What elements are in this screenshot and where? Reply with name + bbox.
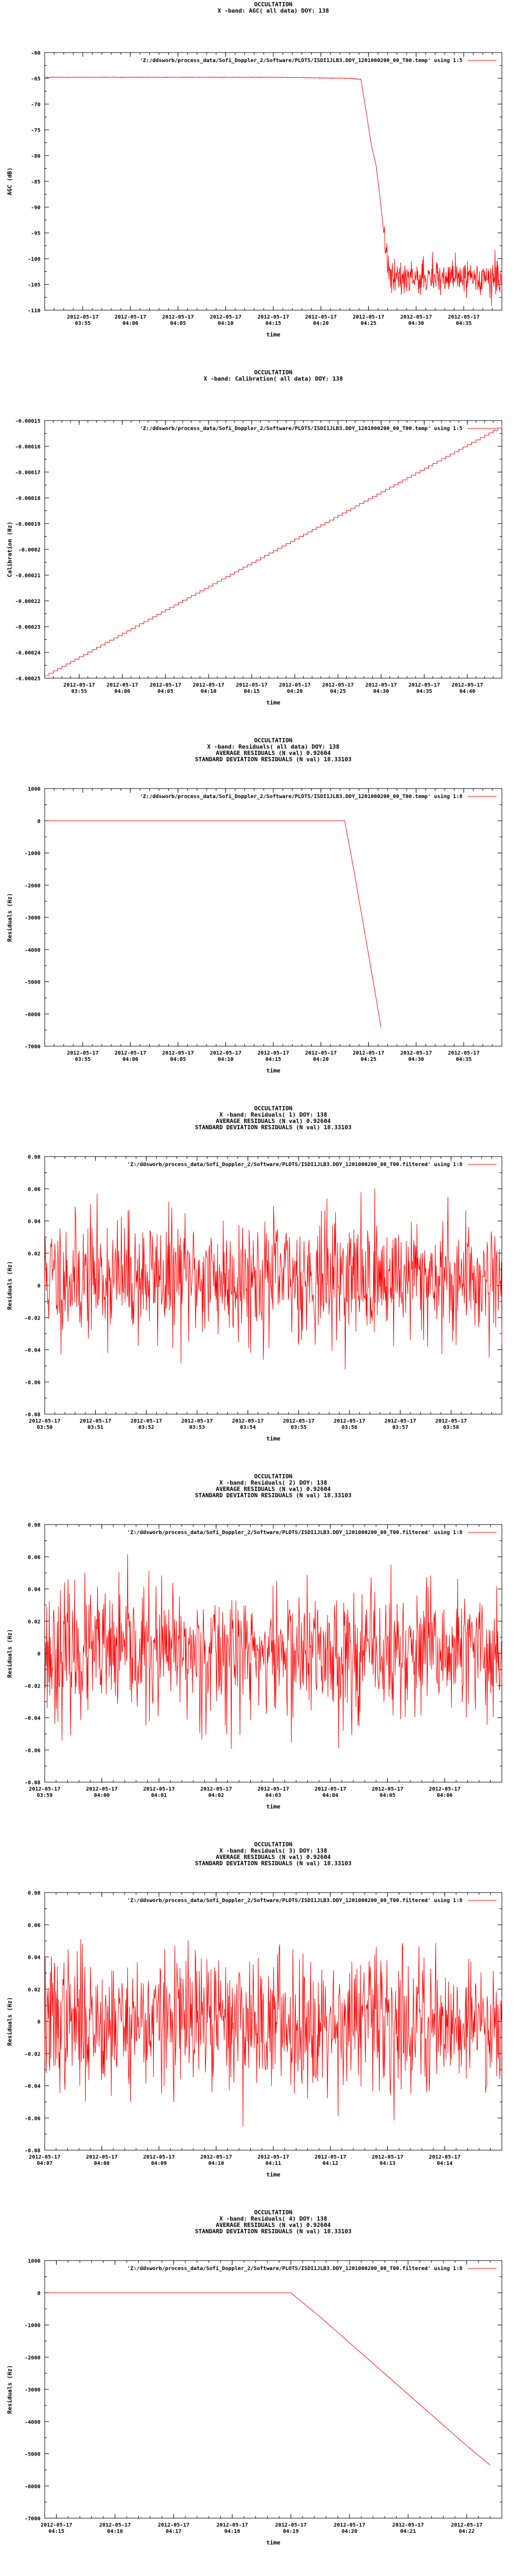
x-tick-label: 04:22 [459,2529,475,2534]
chart-svg-residuals-1 [0,1104,515,1472]
x-tick-label: 04:25 [330,689,346,694]
y-tick-label: -0.00023 [15,625,40,630]
y-tick-label: -80 [30,154,40,159]
x-tick-label: 04:00 [122,321,139,326]
y-tick-label: -0.00017 [15,470,40,476]
y-tick-label: 0.06 [27,1187,40,1193]
x-tick-label: 04:20 [286,689,303,694]
y-tick-label: 0.02 [27,1251,40,1257]
x-axis-label: time [266,331,281,338]
y-axis-label: Residuals (Hz) [6,893,13,942]
y-tick-label: 0.04 [27,1955,40,1961]
chart-panel-calibration [0,368,515,736]
x-tick-label: 04:15 [265,1057,282,1062]
y-tick-label: -0.00022 [15,599,40,605]
y-tick-label: -0.00019 [15,522,40,527]
x-tick-label: 04:15 [243,689,260,694]
y-tick-label: -1000 [24,2323,40,2329]
chart-svg-agc [0,0,515,368]
series-line [45,1939,502,2127]
y-tick-label: 0 [37,1651,40,1657]
x-axis-label: time [266,1435,281,1442]
chart-svg-residuals-all [0,736,515,1104]
x-tick-label: 2012-05-17 [435,1418,467,1424]
y-tick-label: -0.06 [24,1747,40,1754]
x-tick-label: 2012-05-17 [305,314,337,320]
x-tick-label: 04:07 [36,2161,53,2166]
x-tick-label: 04:05 [379,1793,396,1798]
x-tick-label: 2012-05-17 [106,682,138,688]
x-tick-label: 2012-05-17 [384,1418,416,1424]
x-tick-label: 04:05 [170,321,186,326]
y-tick-label: -0.00015 [15,418,40,424]
chart-title-line: STANDARD DEVIATION RESIDUALS (N val) 18.33103 [194,1860,352,1867]
x-tick-label: 04:06 [437,1793,453,1798]
y-tick-label: -60 [30,50,40,56]
chart-title-line: OCCULTATION [254,1,293,8]
x-tick-label: 04:10 [200,689,217,694]
x-tick-label: 04:12 [322,2161,338,2166]
x-tick-label: 2012-05-17 [115,314,147,320]
y-tick-label: -4000 [24,947,40,954]
x-tick-label: 2012-05-17 [408,682,440,688]
y-tick-label: -5000 [24,979,40,986]
y-tick-label: -3000 [24,2387,40,2393]
chart-title-line: OCCULTATION [254,2209,293,2216]
x-tick-label: 04:40 [459,689,476,694]
x-tick-label: 2012-05-17 [216,2522,249,2528]
plot-frame [45,421,502,678]
x-tick-label: 04:13 [379,2161,396,2166]
x-tick-label: 2012-05-17 [200,2154,232,2160]
x-tick-label: 04:18 [224,2529,240,2534]
x-tick-label: 04:30 [408,1057,424,1062]
chart-title-line: AVERAGE RESIDUALS (N val) 0.92604 [215,1118,331,1125]
x-tick-label: 04:09 [151,2161,167,2166]
x-tick-label: 04:10 [208,2161,224,2166]
series-line [45,77,502,306]
x-tick-label: 2012-05-17 [99,2522,131,2528]
plot-frame [45,2261,502,2518]
chart-panel-agc [0,0,515,368]
legend-entry: 'Z:/ddsworb/process_data/Sofi_Doppler_2/Software/PLOTS/ISDI1JLB3.DDY_1201000200_00_T00.temp' using 1:5 [139,426,462,432]
y-tick-label: -4000 [24,2419,40,2426]
x-tick-label: 03:55 [291,1425,307,1430]
x-tick-label: 03:57 [392,1425,408,1430]
legend-entry: 'Z:/ddsworb/process_data/Sofi_Doppler_2/Software/PLOTS/ISDI1JLB3.DDY_1201000200_00_T00.filtered' using 1:8 [127,2266,462,2272]
x-axis-label: time [266,1803,281,1810]
chart-title-line: X -band: Residuals( 2) DOY: 138 [219,1479,327,1486]
chart-panel-residuals-all [0,736,515,1104]
y-tick-label: -0.08 [24,1780,40,1786]
chart-svg-residuals-4 [0,2208,515,2576]
x-axis-label: time [266,2171,281,2178]
x-tick-label: 2012-05-17 [143,1786,175,1792]
x-tick-label: 04:20 [313,1057,329,1062]
y-tick-label: -95 [30,231,40,237]
x-tick-label: 04:10 [218,1057,234,1062]
x-tick-label: 2012-05-17 [181,1418,213,1424]
y-axis-label: Residuals (Hz) [6,1629,13,1678]
x-tick-label: 2012-05-17 [149,682,181,688]
x-tick-label: 2012-05-17 [257,1786,290,1792]
x-tick-label: 2012-05-17 [28,1418,61,1424]
chart-title-line: AVERAGE RESIDUALS (N val) 0.92604 [215,750,331,757]
x-tick-label: 2012-05-17 [257,1050,290,1056]
x-tick-label: 03:53 [189,1425,205,1430]
x-tick-label: 2012-05-17 [372,1786,404,1792]
x-tick-label: 2012-05-17 [448,1050,480,1056]
x-tick-label: 04:05 [170,1057,186,1062]
x-tick-label: 2012-05-17 [130,1418,162,1424]
y-tick-label: -0.00025 [15,676,40,682]
chart-title-line: AVERAGE RESIDUALS (N val) 0.92604 [215,1486,331,1493]
x-tick-label: 03:50 [36,1425,53,1430]
x-tick-label: 2012-05-17 [210,314,242,320]
y-tick-label: -0.00018 [15,496,40,502]
plot-frame [45,53,502,310]
x-tick-label: 2012-05-17 [79,1418,111,1424]
x-tick-label: 2012-05-17 [314,1786,346,1792]
y-tick-label: -6000 [24,1011,40,1018]
x-tick-label: 2012-05-17 [283,1418,315,1424]
legend-entry: 'Z:/ddsworb/process_data/Sofi_Doppler_2/Software/PLOTS/ISDI1JLB3.DDY_1201000200_00_T00.temp' using 1:5 [139,58,462,64]
y-tick-label: -7000 [24,1044,40,1050]
x-tick-label: 2012-05-17 [192,682,224,688]
chart-svg-residuals-2 [0,1472,515,1840]
x-tick-label: 04:35 [456,321,472,326]
x-tick-label: 2012-05-17 [322,682,354,688]
x-tick-label: 2012-05-17 [305,1050,337,1056]
y-tick-label: -0.00016 [15,444,40,450]
y-tick-label: -1000 [24,851,40,857]
y-tick-label: -70 [30,102,40,108]
x-tick-label: 2012-05-17 [200,1786,232,1792]
chart-title-line: AVERAGE RESIDUALS (N val) 0.92604 [215,2222,331,2229]
x-tick-label: 2012-05-17 [279,682,311,688]
y-tick-label: 0 [37,2291,40,2297]
y-tick-label: 0 [37,1283,40,1289]
x-tick-label: 04:04 [322,1793,338,1798]
y-tick-label: -0.02 [24,1683,40,1690]
y-tick-label: 0.08 [27,1522,40,1528]
x-tick-label: 2012-05-17 [314,2154,346,2160]
chart-title-line: STANDARD DEVIATION RESIDUALS (N val) 18.33103 [194,1124,352,1131]
chart-panel-residuals-1 [0,1104,515,1472]
x-tick-label: 2012-05-17 [235,682,268,688]
x-tick-label: 04:00 [114,689,130,694]
x-tick-label: 04:20 [313,321,329,326]
y-tick-label: 0 [37,819,40,825]
x-tick-label: 04:08 [94,2161,110,2166]
x-tick-label: 04:05 [157,689,173,694]
x-tick-label: 2012-05-17 [365,682,397,688]
x-tick-label: 04:30 [408,321,424,326]
x-tick-label: 2012-05-17 [86,2154,118,2160]
x-tick-label: 2012-05-17 [257,2154,290,2160]
x-tick-label: 2012-05-17 [40,2522,73,2528]
y-tick-label: -2000 [24,883,40,889]
y-tick-label: -3000 [24,915,40,921]
x-tick-label: 04:00 [94,1793,110,1798]
x-tick-label: 03:54 [240,1425,256,1430]
x-tick-label: 2012-05-17 [86,1786,118,1792]
y-tick-label: -85 [30,179,40,185]
x-tick-label: 2012-05-17 [392,2522,424,2528]
y-tick-label: -0.06 [24,2115,40,2122]
x-tick-label: 03:55 [75,321,91,326]
y-tick-label: -75 [30,128,40,134]
y-tick-label: 0.02 [27,1619,40,1625]
chart-svg-calibration [0,368,515,736]
x-tick-label: 04:16 [107,2529,123,2534]
y-tick-label: -90 [30,205,40,211]
chart-title-line: X -band: Residuals( all data) DOY: 138 [207,743,339,750]
x-tick-label: 2012-05-17 [67,1050,99,1056]
x-tick-label: 2012-05-17 [275,2522,307,2528]
chart-title-line: X -band: Residuals( 3) DOY: 138 [219,1847,327,1854]
y-tick-label: -0.0002 [18,547,40,553]
x-tick-label: 2012-05-17 [162,314,194,320]
x-tick-label: 2012-05-17 [448,314,480,320]
x-tick-label: 2012-05-17 [143,2154,175,2160]
y-tick-label: -105 [27,282,40,288]
x-tick-label: 04:35 [456,1057,472,1062]
chart-title-line: STANDARD DEVIATION RESIDUALS (N val) 18.33103 [194,1492,352,1499]
chart-title-line: STANDARD DEVIATION RESIDUALS (N val) 18.33103 [194,2228,352,2235]
x-tick-label: 03:55 [71,689,87,694]
series-line [45,821,381,1027]
chart-title-line: OCCULTATION [254,1473,293,1480]
x-tick-label: 04:00 [122,1057,139,1062]
y-tick-label: -0.08 [24,2148,40,2154]
x-tick-label: 2012-05-17 [115,1050,147,1056]
y-tick-label: -0.02 [24,1315,40,1322]
x-tick-label: 2012-05-17 [232,1418,264,1424]
x-tick-label: 04:15 [48,2529,65,2534]
plot-frame [45,789,502,1046]
series-line [45,426,502,676]
x-tick-label: 04:01 [151,1793,167,1798]
series-line [45,1189,502,1369]
x-axis-label: time [266,1067,281,1074]
y-axis-label: AGC (dB) [6,167,13,196]
y-tick-label: -6000 [24,2483,40,2490]
y-tick-label: -2000 [24,2355,40,2361]
y-tick-label: -0.04 [24,1347,40,1354]
chart-title-line: X -band: Residuals( 4) DOY: 138 [219,2215,327,2222]
y-tick-label: -0.08 [24,1412,40,1418]
chart-title-line: OCCULTATION [254,1105,293,1112]
y-tick-label: 0.04 [27,1219,40,1225]
y-axis-label: Residuals (Hz) [6,1261,13,1310]
x-tick-label: 2012-05-17 [400,314,432,320]
x-tick-label: 04:03 [265,1793,282,1798]
x-tick-label: 2012-05-17 [333,1418,366,1424]
x-tick-label: 2012-05-17 [429,2154,461,2160]
chart-title-line: OCCULTATION [254,369,293,376]
x-tick-label: 04:19 [283,2529,299,2534]
x-tick-label: 04:17 [166,2529,182,2534]
x-axis-label: time [266,699,281,706]
x-tick-label: 2012-05-17 [67,314,99,320]
x-tick-label: 04:10 [218,321,234,326]
chart-title-line: X -band: Calibration( all data) DOY: 138 [203,375,343,382]
x-tick-label: 04:20 [341,2529,358,2534]
chart-panel-residuals-2 [0,1472,515,1840]
x-tick-label: 04:02 [208,1793,224,1798]
x-tick-label: 2012-05-17 [28,2154,61,2160]
x-tick-label: 2012-05-17 [429,1786,461,1792]
y-tick-label: -0.00021 [15,573,40,579]
y-axis-label: Calibration (Hz) [6,522,13,577]
chart-panel-residuals-3 [0,1840,515,2208]
x-tick-label: 2012-05-17 [372,2154,404,2160]
y-tick-label: -0.04 [24,1715,40,1722]
y-tick-label: 0.06 [27,1923,40,1929]
x-tick-label: 04:25 [360,321,377,326]
chart-title-line: OCCULTATION [254,1841,293,1848]
x-tick-label: 2012-05-17 [353,314,385,320]
chart-title-line: X -band: Residuals( 1) DOY: 138 [219,1111,327,1118]
x-tick-label: 04:25 [360,1057,377,1062]
x-tick-label: 2012-05-17 [400,1050,432,1056]
y-tick-label: 0.08 [27,1890,40,1896]
x-tick-label: 2012-05-17 [353,1050,385,1056]
y-tick-label: 0.08 [27,1154,40,1160]
chart-svg-residuals-3 [0,1840,515,2208]
chart-title-line: OCCULTATION [254,737,293,744]
legend-entry: 'Z:/ddsworb/process_data/Sofi_Doppler_2/Software/PLOTS/ISDI1JLB3.DDY_1201000200_00_T00.filtered' using 1:8 [127,1898,462,1904]
x-axis-label: time [266,2539,281,2546]
x-tick-label: 2012-05-17 [28,1786,61,1792]
x-tick-label: 03:59 [36,1793,53,1798]
y-tick-label: -5000 [24,2451,40,2458]
x-tick-label: 04:30 [373,689,389,694]
chart-title-line: X -band: AGC( all data) DOY: 138 [218,7,329,14]
series-line [45,1555,502,1749]
y-tick-label: 1000 [27,2258,40,2264]
y-tick-label: 0 [37,2019,40,2025]
x-tick-label: 2012-05-17 [333,2522,366,2528]
y-tick-label: 0.06 [27,1555,40,1561]
x-tick-label: 2012-05-17 [210,1050,242,1056]
chart-panel-residuals-4 [0,2208,515,2576]
y-tick-label: 0.02 [27,1987,40,1993]
x-tick-label: 04:15 [265,321,282,326]
y-tick-label: -7000 [24,2516,40,2522]
y-axis-label: Residuals (Hz) [6,1997,13,2046]
x-tick-label: 04:35 [416,689,432,694]
y-tick-label: -65 [30,76,40,82]
x-tick-label: 03:58 [443,1425,459,1430]
y-tick-label: 1000 [27,786,40,792]
x-tick-label: 2012-05-17 [451,682,483,688]
x-tick-label: 03:55 [75,1057,91,1062]
y-tick-label: -110 [27,308,40,314]
series-line [45,2293,490,2465]
x-tick-label: 04:14 [437,2161,453,2166]
y-axis-label: Residuals (Hz) [6,2365,13,2414]
x-tick-label: 2012-05-17 [158,2522,190,2528]
y-tick-label: -0.02 [24,2051,40,2058]
chart-title-line: STANDARD DEVIATION RESIDUALS (N val) 18.33103 [194,756,352,763]
chart-title-line: AVERAGE RESIDUALS (N val) 0.92604 [215,1854,331,1861]
y-tick-label: -0.00024 [15,650,40,656]
y-tick-label: -100 [27,257,40,262]
legend-entry: 'Z:/ddsworb/process_data/Sofi_Doppler_2/Software/PLOTS/ISDI1JLB3.DDY_1201000200_00_T00.filtered' using 1:8 [127,1530,462,1536]
x-tick-label: 2012-05-17 [63,682,95,688]
y-tick-label: -0.06 [24,1379,40,1386]
y-tick-label: -0.04 [24,2083,40,2090]
y-tick-label: 0.04 [27,1587,40,1593]
x-tick-label: 2012-05-17 [162,1050,194,1056]
x-tick-label: 03:52 [138,1425,154,1430]
x-tick-label: 04:21 [400,2529,416,2534]
x-tick-label: 03:51 [87,1425,104,1430]
legend-entry: 'Z:/ddsworb/process_data/Sofi_Doppler_2/Software/PLOTS/ISDI1JLB3.DDY_1201000200_00_T00.temp' using 1:8 [139,794,462,800]
x-tick-label: 04:11 [265,2161,282,2166]
legend-entry: 'Z:/ddsworb/process_data/Sofi_Doppler_2/Software/PLOTS/ISDI1JLB3.DDY_1201000200_00_T00.filtered' using 1:8 [127,1162,462,1168]
x-tick-label: 2012-05-17 [450,2522,483,2528]
x-tick-label: 03:56 [341,1425,358,1430]
x-tick-label: 2012-05-17 [257,314,290,320]
